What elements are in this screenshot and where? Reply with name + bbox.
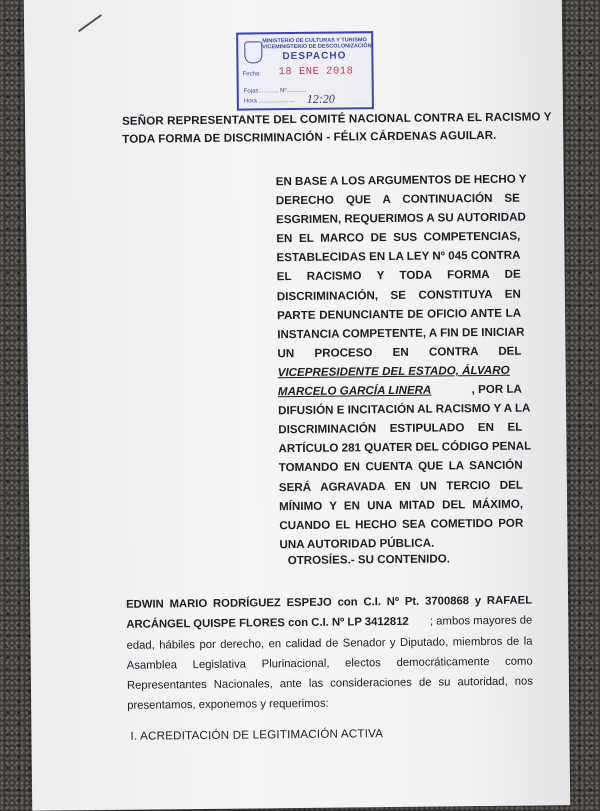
intro-line: edad, hábiles por derecho, en calidad de Senador y Diputado, miembros de la [126, 635, 533, 652]
petition-line: DISCRIMINACIÓN ESTIPULADO EN EL [278, 420, 523, 437]
petition-line: DERECHO QUE A CONTINUACIÓN SE [275, 191, 520, 208]
petition-line: UNA AUTORIDAD PÚBLICA. [279, 536, 435, 551]
stamp-date-label: Fecha: [242, 71, 261, 78]
addressee [121, 109, 552, 148]
addressee-line: SEÑOR REPRESENTANTE DEL COMITÉ NACIONAL CONTRA EL RACISMO Y [121, 110, 552, 128]
intro-paragraph [126, 591, 533, 717]
stamp-fojas: Fojas............ Nº............ [243, 87, 307, 95]
petition-line: TOMANDO EN CUENTA QUE LA SANCIÓN [278, 459, 523, 475]
otrosies-heading: OTROSÍES.- SU CONTENIDO. [287, 552, 451, 568]
petition-line: ESTABLECIDAS EN LA LEY Nº 045 CONTRA [276, 249, 521, 265]
stamp-hora: Hora ...................... [243, 98, 296, 105]
intro-line-rest: ; ambos mayores de [429, 614, 533, 628]
petition-line: MÍNIMO Y EN UNA MITAD DEL MÁXIMO, [279, 497, 524, 513]
intro-line: Representantes Nacionales, ante las consideraciones de su autoridad, nos [126, 675, 534, 692]
intro-line: Asamblea Legislativa Plurinacional, electos democráticamente como [126, 655, 533, 672]
petition-line: ESGRIMEN, REQUERIMOS A SU AUTORIDAD [276, 210, 526, 227]
petition-line: ARTÍCULO 281 QUATER DEL CÓDIGO PENAL [278, 439, 532, 456]
petition-line: EN BASE A LOS ARGUMENTOS DE HECHO Y [275, 172, 527, 189]
accused-name-line: VICEPRESIDENTE DEL ESTADO, ÁLVARO [277, 363, 510, 380]
petition-line: EN EL MARCO DE SUS COMPETENCIAS, [276, 229, 521, 246]
petition-line: INSTANCIA COMPETENTE, A FIN DE INICIAR [277, 325, 525, 341]
petition-line: UN PROCESO EN CONTRA DEL [277, 344, 522, 361]
petition-line: CUANDO EL HECHO SEA COMETIDO POR [279, 516, 524, 532]
intro-line: presentamos, exponemos y requerimos: [127, 698, 329, 713]
stamp-date: 18 ENE 2018 [278, 65, 354, 79]
document-page [24, 0, 570, 811]
stamp-ministry: MINISTERIO DE CULTURAS Y TURISMO [262, 37, 367, 45]
coat-of-arms-icon [244, 41, 262, 63]
petition-line: DIFUSIÓN E INCITACIÓN AL RACISMO Y A LA [278, 401, 531, 418]
pen-mark [78, 14, 102, 32]
petition-line: SERÁ AGRAVADA EN UN TERCIO DEL [278, 478, 523, 494]
intro-line: EDWIN MARIO RODRÍGUEZ ESPEJO con C.I. Nº Pt. 3700868 y RAFAEL [126, 594, 533, 611]
petition-line: EL RACISMO Y TODA FORMA DE [276, 268, 521, 284]
accused-name: MARCELO GARCÍA LINERA [277, 383, 432, 399]
stamp-title: DESPACHO [282, 50, 347, 63]
petition-line-rest: , POR LA [471, 382, 522, 397]
accused-name-line [278, 380, 522, 402]
reception-stamp [236, 31, 374, 110]
stamp-hora-value: 12:20 [306, 91, 335, 106]
section-heading: I. ACREDITACIÓN DE LEGITIMACIÓN ACTIVA [130, 727, 384, 743]
addressee-line: TODA FORMA DE DISCRIMINACIÓN - FÉLIX CÁRDENAS AGUILAR. [122, 128, 497, 146]
petition-line: PARTE DENUNCIANTE DE OFICIO ANTE LA [277, 306, 522, 322]
petition-paragraph [275, 170, 532, 554]
petition-line: DISCRIMINACIÓN, SE CONSTITUYA EN [276, 287, 521, 303]
stamp-viceministry: VICEMINISTERIO DE DESCOLONIZACIÓN [262, 43, 372, 51]
intro-names: ARCÁNGEL QUISPE FLORES con C.I. Nº LP 3412812 [126, 616, 409, 632]
